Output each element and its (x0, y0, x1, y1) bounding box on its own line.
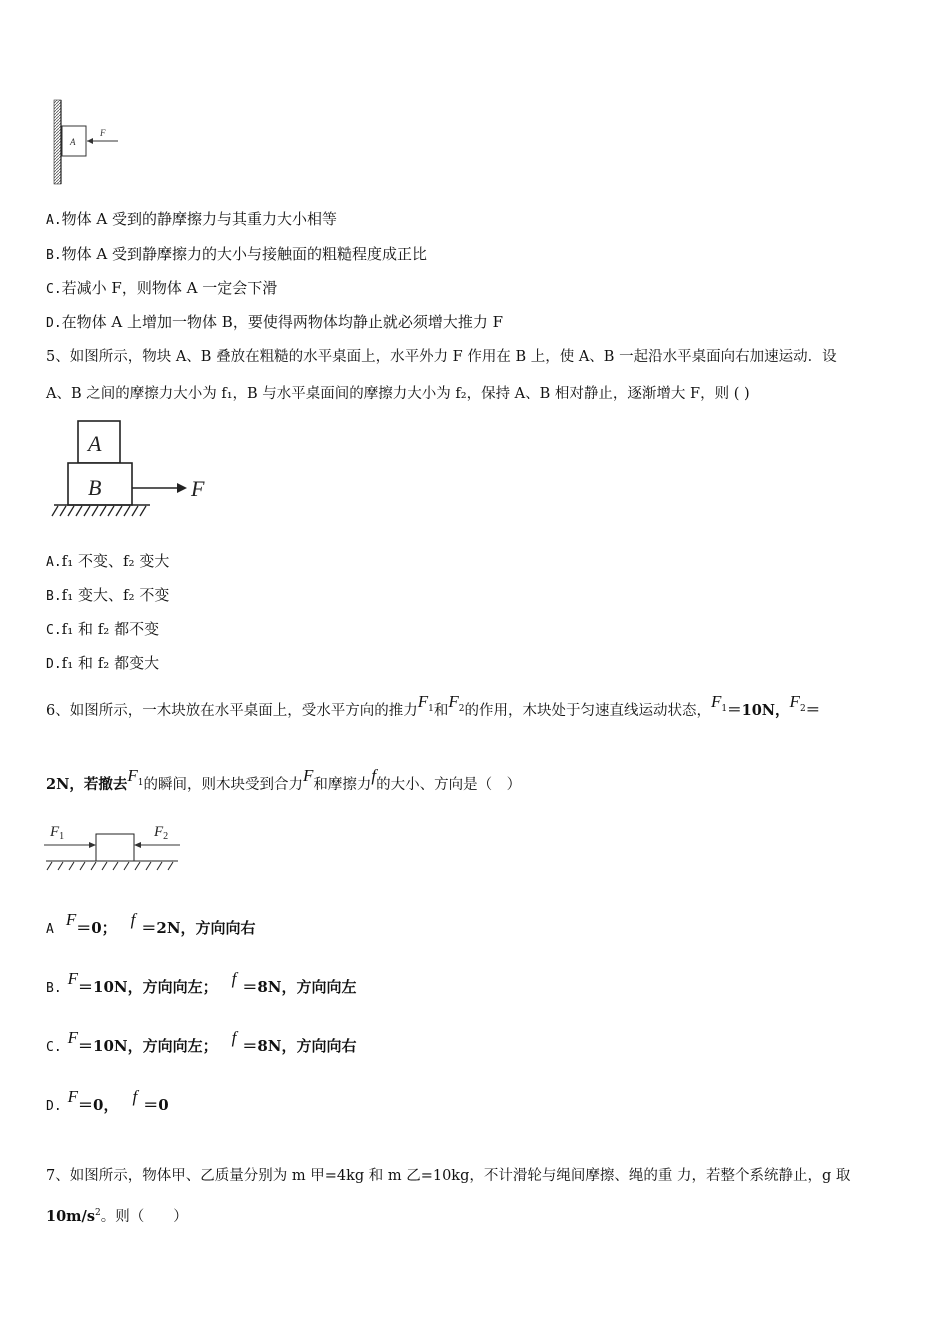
stem-text: 和 (433, 703, 449, 719)
superscript: 2 (94, 1208, 101, 1218)
option-part2: ＝8N，方向向右 (242, 1037, 357, 1055)
force-label: F (100, 128, 106, 138)
stem-text: 的作用，木块处于匀速直线运动状态， (464, 703, 711, 719)
block (96, 834, 134, 861)
option-text: 物体 A 受到的静摩擦力与其重力大小相等 (61, 210, 338, 228)
force-label: F (191, 476, 205, 501)
q4-option-b (46, 244, 427, 266)
q7-stem-line2 (46, 1203, 188, 1227)
q4-option-c (46, 278, 277, 300)
option-text: f₁ 不变、f₂ 变大 (61, 552, 170, 570)
option-text: f₁ 和 f₂ 都变大 (61, 654, 160, 672)
symbol-f: f (130, 910, 136, 929)
option-letter: B. (46, 248, 62, 263)
symbol-f1: F (417, 692, 429, 711)
stem-text: 的大小、方向是（ ） (376, 777, 522, 793)
subscript: 1 (721, 704, 728, 714)
symbol-f2: F (789, 692, 800, 711)
option-text: 在物体 A 上增加一物体 B，要使得两物体均静止就必须增大推力 F (61, 313, 503, 331)
option-part2: ＝2N，方向向右 (141, 919, 256, 937)
option-text: 若减小 F，则物体 A 一定会下滑 (61, 279, 278, 297)
stem-text: 。则（ ） (100, 1209, 188, 1225)
block-a-label: A (88, 431, 102, 456)
f1-label: $F_1$ (50, 824, 65, 842)
stem-value: ＝ (805, 702, 821, 719)
q5-stem-line1: 5、如图所示，物块 A、B 叠放在粗糙的水平桌面上，水平外力 F 作用在 B 上，使 A、B 一起沿水平桌面向右加速运动．设 (46, 349, 837, 365)
q7-stem-line1: 7、如图所示，物体甲、乙质量分别为 m 甲=4kg 和 m 乙=10kg，不计滑轮与绳间摩擦、绳的重 力，若整个系统静止，g 取 (46, 1168, 851, 1184)
stem-text: 6、如图所示，一木块放在水平桌面上，受水平方向的推力 (46, 703, 418, 719)
stem-value: ＝10N， (727, 702, 790, 719)
option-letter: C. (46, 1040, 62, 1055)
q6-option-d (46, 1087, 169, 1117)
option-part2: ＝8N，方向向左 (242, 978, 357, 996)
option-letter: A. (46, 213, 62, 228)
f1-subscript: 1 (59, 831, 65, 842)
option-letter: D. (46, 657, 62, 672)
wall (54, 100, 61, 184)
symbol-f1: F (127, 766, 138, 785)
symbol-F: F (65, 910, 77, 929)
f2-subscript: 2 (163, 831, 169, 842)
symbol-friction: f (371, 766, 377, 785)
block-b-label: B (88, 475, 102, 500)
q6-option-a (46, 910, 256, 940)
option-part1: ＝0； (76, 919, 117, 937)
q4-option-d (46, 312, 503, 334)
q5-option-d (46, 653, 159, 675)
figure-block-on-wall (50, 98, 130, 188)
symbol-f: f (132, 1087, 138, 1106)
q6-option-c (46, 1028, 357, 1058)
option-part2: ＝0 (143, 1096, 169, 1114)
q5-option-b (46, 585, 169, 607)
symbol-f1: F (710, 692, 722, 711)
q6-option-b (46, 969, 357, 999)
option-letter: A (46, 922, 54, 937)
option-part1: ＝10N，方向向左； (78, 978, 218, 996)
stem-text: 和摩擦力 (313, 777, 372, 793)
option-letter: D. (46, 316, 62, 331)
stem-value: 10m/s (46, 1208, 95, 1225)
option-part1: ＝0， (78, 1096, 119, 1114)
subscript: 2 (799, 704, 806, 714)
option-text: f₁ 和 f₂ 都不变 (61, 620, 160, 638)
q5-option-a (46, 551, 169, 573)
stem-text: 2N，若撤去 (46, 776, 128, 793)
option-text: f₁ 变大、f₂ 不变 (61, 586, 170, 604)
option-letter: B. (46, 589, 62, 604)
q5-stem-line2: A、B 之间的摩擦力大小为 f₁，B 与水平桌面间的摩擦力大小为 f₂，保持 A、B 相对静止，逐渐增大 F，则 ( ) (46, 386, 750, 402)
symbol-f: F (302, 766, 314, 785)
subscript: 1 (428, 704, 434, 714)
option-text: 物体 A 受到静摩擦力的大小与接触面的粗糙程度成正比 (61, 245, 428, 263)
symbol-f2: F (448, 692, 459, 711)
symbol-F: F (67, 969, 79, 988)
option-letter: C. (46, 623, 62, 638)
option-letter: A. (46, 555, 62, 570)
q4-option-a (46, 209, 337, 231)
subscript: 1 (137, 778, 144, 788)
figure-stacked-blocks (50, 418, 220, 523)
subscript: 2 (458, 704, 465, 714)
symbol-f: f (231, 969, 237, 988)
symbol-F: F (67, 1087, 79, 1106)
option-part1: ＝10N，方向向左； (78, 1037, 218, 1055)
option-letter: C. (46, 282, 62, 297)
symbol-f: f (231, 1028, 237, 1047)
block-a-label: A (70, 137, 76, 147)
symbol-F: F (67, 1028, 79, 1047)
f2-label: $F_2$ (154, 824, 169, 842)
option-letter: B. (46, 981, 62, 996)
stem-text: 的瞬间，则木块受到合力 (143, 777, 303, 793)
q6-stem-line1 (46, 692, 821, 723)
q6-stem-line2 (46, 766, 522, 797)
figure-block-two-forces (44, 820, 184, 875)
option-letter: D. (46, 1099, 62, 1114)
q5-option-c (46, 619, 159, 641)
